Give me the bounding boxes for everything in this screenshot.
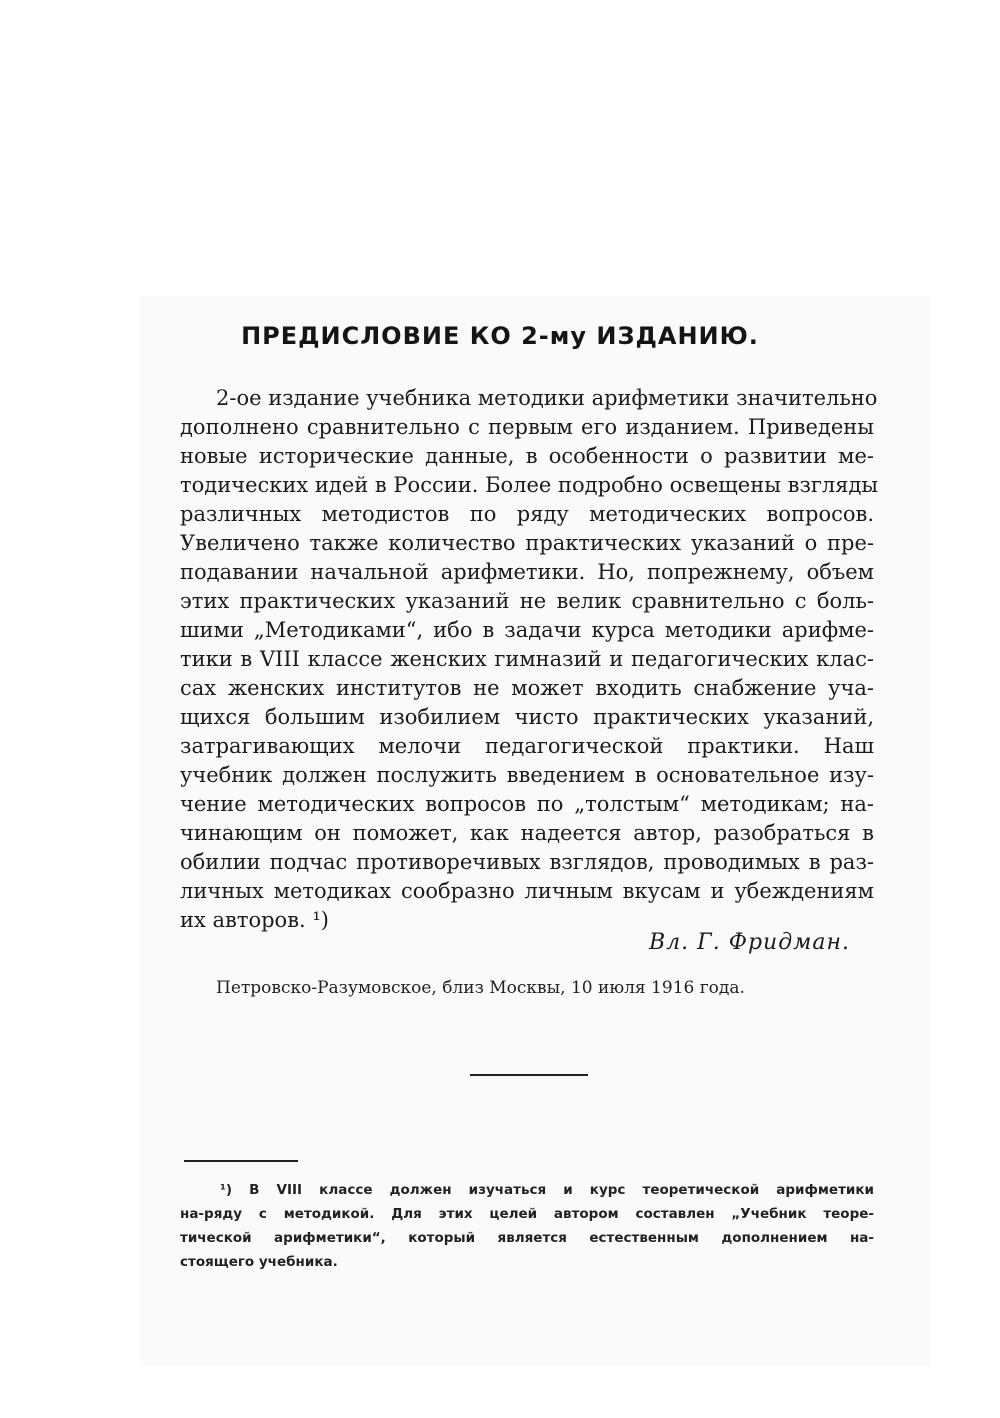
preface-paragraph — [180, 384, 879, 935]
paragraph-line: сах женских институтов не может входить снабжение уча- — [180, 676, 874, 700]
paragraph-line: 2-ое издание учебника методики арифметики значительно — [216, 386, 878, 410]
section-divider — [470, 1074, 588, 1076]
paragraph-line: личных методиках сообразно личным вкусам и убеждениям — [180, 879, 874, 903]
paragraph-line: тики в VIII классе женских гимназий и педагогических клас- — [180, 647, 874, 671]
footnote-line: стоящего учебника. — [180, 1254, 338, 1270]
paragraph-line: их авторов. ¹) — [180, 908, 329, 932]
paragraph-line: затрагивающих мелочи педагогической практики. Наш — [180, 734, 874, 758]
paragraph-line: чение методических вопросов по „толстым“ методикам; на- — [180, 792, 874, 816]
paragraph-line: чинающим он поможет, как надеется автор, разобраться в — [180, 821, 874, 845]
page-title: ПРЕДИСЛОВИЕ КО 2-му ИЗДАНИЮ. — [241, 322, 759, 350]
paragraph-line: подавании начальной арифметики. Но, попрежнему, объем — [180, 560, 874, 584]
paragraph-line: Увеличено также количество практических указаний о пре- — [180, 531, 874, 555]
footnote-line: на-ряду с методикой. Для этих целей автором составлен „Учебник теоре- — [180, 1206, 874, 1222]
paragraph-line: этих практических указаний не велик сравнительно с боль- — [180, 589, 874, 613]
paragraph-line: обилии подчас противоречивых взглядов, проводимых в раз- — [180, 850, 874, 874]
place-and-date: Петровско-Разумовское, близ Москвы, 10 июля 1916 года. — [216, 978, 745, 998]
paragraph-line: дополнено сравнительно с первым его изданием. Приведены — [180, 415, 874, 439]
paragraph-line: тодических идей в России. Более подробно освещены взгляды — [180, 473, 879, 497]
paragraph-line: новые исторические данные, в особенности о развитии ме- — [180, 444, 874, 468]
footnote-rule — [184, 1160, 298, 1162]
footnote-line: тической арифметики“, который является естественным дополнением на- — [180, 1230, 874, 1246]
paragraph-line: учебник должен послужить введением в основательное изу- — [180, 763, 874, 787]
author-signature: Вл. Г. Фридман. — [648, 930, 850, 955]
footnote — [180, 1178, 874, 1274]
paragraph-line: щихся большим изобилием чисто практических указаний, — [180, 705, 874, 729]
paragraph-line: различных методистов по ряду методических вопросов. — [180, 502, 874, 526]
footnote-line: ¹) В VIII классе должен изучаться и курс теоретической арифметики — [220, 1182, 874, 1198]
paragraph-line: шими „Методиками“, ибо в задачи курса методики арифме- — [180, 618, 874, 642]
